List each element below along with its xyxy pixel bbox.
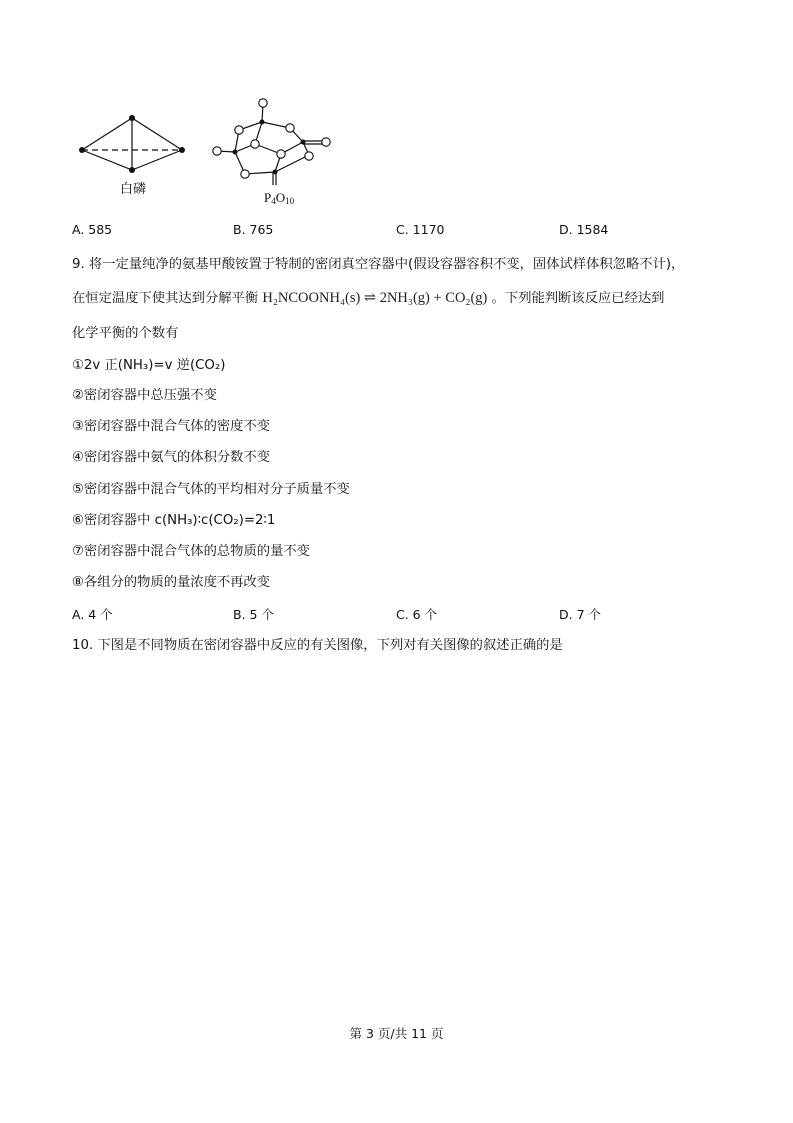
q9-stem-line2-pre: 在恒定温度下使其达到分解平衡	[72, 291, 259, 306]
q9-option-c: C. 6 个	[396, 607, 438, 622]
q8-option-c: C. 1170	[396, 222, 445, 237]
q8-option-a: A. 585	[72, 222, 113, 237]
p4o10-label: $P_4O_{10}$	[264, 190, 295, 206]
q8-option-b: B. 765	[233, 222, 274, 237]
q9-option-d: D. 7 个	[559, 607, 601, 622]
q9-item-3: ③密闭容器中混合气体的密度不变	[72, 419, 271, 434]
q8-option-d: D. 1584	[559, 222, 609, 237]
q9-option-a: A. 4 个	[72, 607, 113, 622]
q9-stem-line2-post: 。下列能判断该反应已经达到	[491, 291, 665, 306]
q9-equation: H₂NCOONH₄(s) ⇌ 2NH₃(g) + CO₂(g)	[262, 290, 488, 306]
q9-stem-line1: 9. 将一定量纯净的氨基甲酸铵置于特制的密闭真空容器中(假设容器容积不变，固体试样体积忽略不计)，	[72, 257, 685, 272]
q9-stem-line3: 化学平衡的个数有	[72, 326, 179, 341]
q9-stem-line2	[72, 289, 664, 308]
q9-item-6: ⑥密闭容器中 c(NH₃)∶c(CO₂)=2∶1	[72, 513, 276, 528]
q9-item-2: ②密闭容器中总压强不变	[72, 388, 217, 403]
q9-item-8: ⑧各组分的物质的量浓度不再改变	[72, 575, 271, 590]
q9-item-4: ④密闭容器中氨气的体积分数不变	[72, 450, 271, 465]
q9-item-1: ①2v 正(NH₃)=v 逆(CO₂)	[72, 358, 226, 373]
white-phosphorus-label: 白磷	[120, 182, 147, 197]
q9-item-7: ⑦密闭容器中混合气体的总物质的量不变	[72, 544, 310, 559]
q9-option-b: B. 5 个	[233, 607, 274, 622]
page-footer: 第 3 页/共 11 页	[349, 1026, 444, 1041]
p4o10-figure	[205, 92, 340, 192]
q9-item-5: ⑤密闭容器中混合气体的平均相对分子质量不变	[72, 482, 350, 497]
q10-stem: 10. 下图是不同物质在密闭容器中反应的有关图像，下列对有关图像的叙述正确的是	[72, 638, 563, 653]
